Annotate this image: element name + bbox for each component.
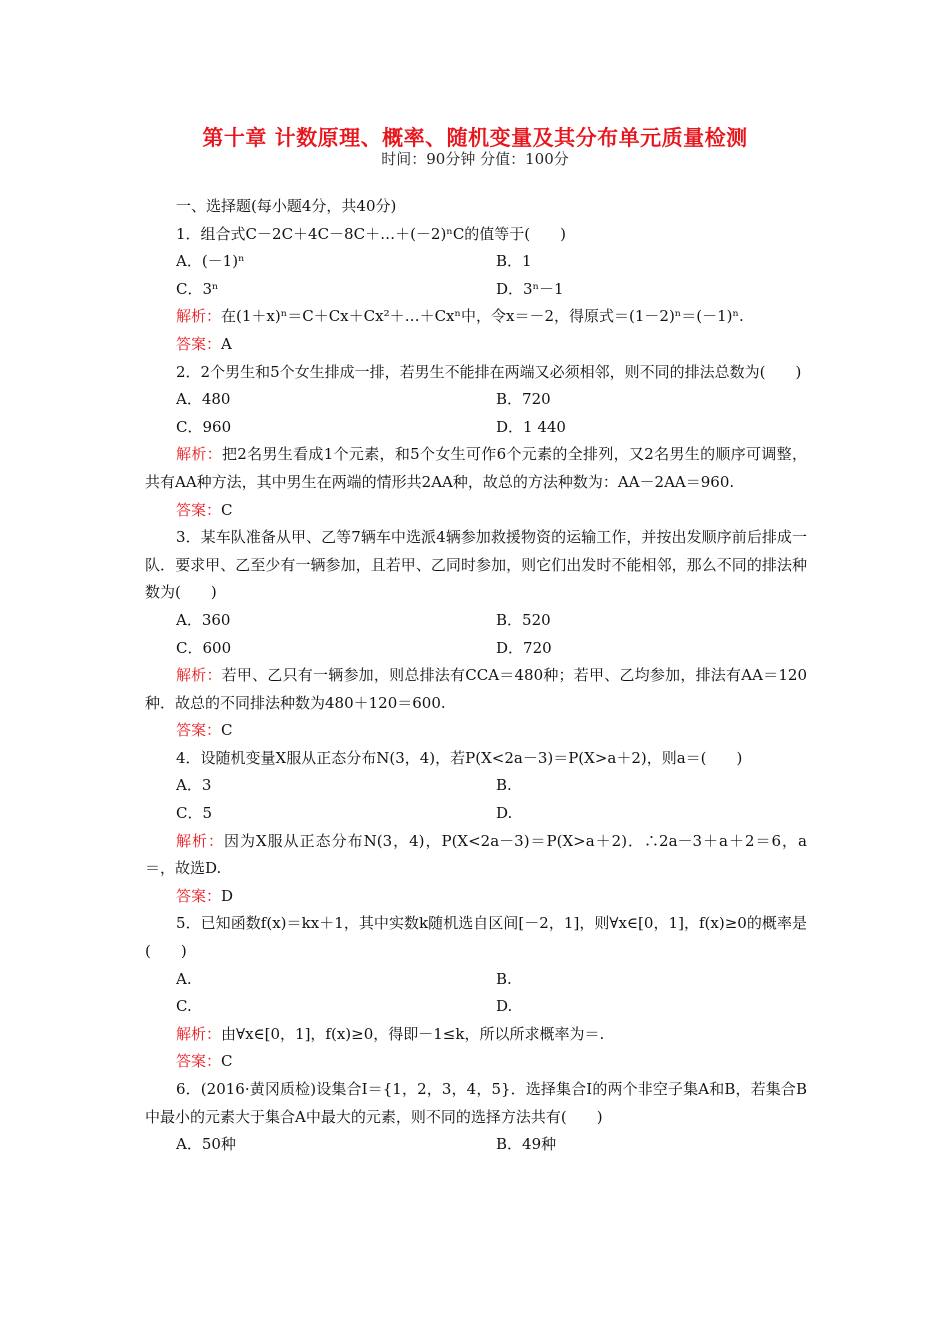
answer-value: A — [221, 334, 232, 353]
question-5-stem: 5．已知函数f(x)＝kx＋1，其中实数k随机选自区间[－2，1]，则∀x∈[0，1]，f(x)≥0的概率是( ) — [145, 914, 807, 961]
question-6-stem: 6．(2016·黄冈质检)设集合I＝{1，2，3，4，5}．选择集合I的两个非空子集A和B，若集合B中最小的元素大于集合A中最大的元素，则不同的选择方法共有( ) — [145, 1080, 807, 1126]
question-3-options-row2 — [145, 635, 807, 663]
option-b: B. — [496, 969, 512, 988]
option-c: C. — [176, 997, 192, 1016]
answer-label: 答案： — [176, 886, 222, 905]
question-1-solution — [145, 303, 807, 331]
question-4-options-row1 — [145, 772, 807, 800]
solution-label: 解析： — [176, 307, 222, 326]
answer-label: 答案： — [176, 500, 222, 519]
option-b: B．720 — [496, 390, 551, 409]
question-2-options-row2 — [145, 414, 807, 442]
option-b: B．520 — [496, 610, 551, 629]
exam-info: 时间：90分钟 分值：100分 — [381, 150, 569, 168]
question-6-options-row1 — [145, 1131, 807, 1159]
option-b: B．49种 — [496, 1135, 557, 1154]
option-a: A．50种 — [176, 1135, 236, 1154]
option-c: C．960 — [176, 417, 232, 436]
option-a: A．3 — [176, 776, 212, 795]
option-c: C．600 — [176, 638, 232, 657]
option-a: A. — [176, 969, 192, 988]
section-heading: 一、选择题(每小题4分，共40分) — [176, 197, 397, 215]
answer-label: 答案： — [176, 334, 222, 353]
answer-value: D — [221, 886, 234, 905]
answer-value: C — [221, 721, 233, 740]
question-2-solution — [145, 441, 807, 496]
page-title: 第十章 计数原理、概率、随机变量及其分布单元质量检测 — [202, 125, 748, 150]
question-1-options-row2 — [145, 276, 807, 304]
question-5-answer — [145, 1048, 807, 1076]
solution-text: 在(1＋x)ⁿ＝C＋Cx＋Cx²＋…＋Cxⁿ中，令x＝－2，得原式＝(1－2)ⁿ＝(－1)ⁿ. — [221, 307, 744, 326]
option-a: A．360 — [176, 610, 231, 629]
option-d: D．3ⁿ－1 — [496, 279, 564, 298]
question-2-stem: 2．2个男生和5个女生排成一排，若男生不能排在两端又必须相邻，则不同的排法总数为( ) — [176, 362, 802, 381]
question-2-answer — [145, 497, 807, 525]
option-b: B. — [496, 776, 512, 795]
solution-text: 因为X服从正态分布N(3，4)，P(X<2a－3)＝P(X>a＋2)．∴2a－3＋a＋2＝6，a＝，故选D. — [145, 831, 807, 878]
question-4-solution — [145, 828, 807, 883]
answer-value: C — [221, 1052, 233, 1071]
document-body — [145, 193, 807, 1159]
option-d: D. — [496, 997, 513, 1016]
question-5-options-row2 — [145, 993, 807, 1021]
question-3-options-row1 — [145, 607, 807, 635]
question-3-stem: 3．某车队准备从甲、乙等7辆车中选派4辆参加救援物资的运输工作，并按出发顺序前后排成一队．要求甲、乙至少有一辆参加，且若甲、乙同时参加，则它们出发时不能相邻，那么不同的排法种数为( ) — [145, 528, 807, 602]
solution-label: 解析： — [176, 831, 224, 850]
option-c: C．5 — [176, 804, 213, 823]
solution-label: 解析： — [176, 1024, 222, 1043]
question-2-options-row1 — [145, 386, 807, 414]
answer-label: 答案： — [176, 1052, 222, 1071]
option-a: A．480 — [176, 390, 231, 409]
answer-label: 答案： — [176, 721, 222, 740]
solution-text: 由∀x∈[0，1]，f(x)≥0，得即－1≤k，所以所求概率为＝. — [221, 1024, 605, 1043]
option-a: A．(－1)ⁿ — [176, 252, 245, 271]
option-d: D．720 — [496, 638, 552, 657]
option-c: C．3ⁿ — [176, 279, 219, 298]
question-5-solution — [145, 1021, 807, 1049]
question-1-options-row1 — [145, 248, 807, 276]
solution-text: 把2名男生看成1个元素，和5个女生可作6个元素的全排列，又2名男生的顺序可调整，共有AA种方法，其中男生在两端的情形共2AA种，故总的方法种数为：AA－2AA＝960. — [145, 445, 807, 491]
option-b: B．1 — [496, 252, 532, 271]
question-3-solution — [145, 662, 807, 717]
option-d: D. — [496, 804, 513, 823]
question-5-options-row1 — [145, 966, 807, 994]
question-1-stem: 1．组合式C－2C＋4C－8C＋…＋(－2)ⁿC的值等于( ) — [176, 224, 567, 243]
option-d: D．1 440 — [496, 417, 566, 436]
solution-label: 解析： — [176, 445, 222, 464]
question-4-answer — [145, 883, 807, 911]
answer-value: C — [221, 500, 233, 519]
question-3-answer — [145, 717, 807, 745]
question-4-options-row2 — [145, 800, 807, 828]
question-1-answer — [145, 331, 807, 359]
solution-label: 解析： — [176, 666, 222, 685]
solution-text: 若甲、乙只有一辆参加，则总排法有CCA＝480种；若甲、乙均参加，排法有AA＝120种．故总的不同排法种数为480＋120＝600. — [145, 666, 807, 712]
question-4-stem: 4．设随机变量X服从正态分布N(3，4)，若P(X<2a－3)＝P(X>a＋2)，则a＝( ) — [176, 748, 743, 767]
